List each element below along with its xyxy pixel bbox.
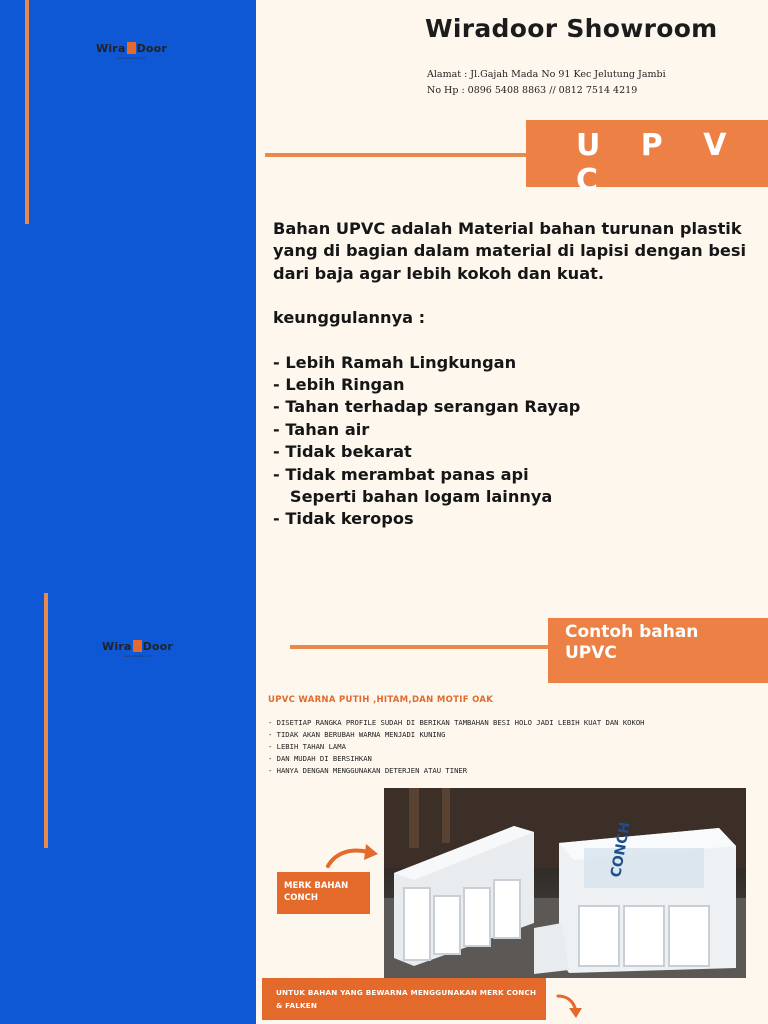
merk-label-box: MERK BAHAN CONCH <box>277 872 370 914</box>
list-item: - HANYA DENGAN MENGGUNAKAN DETERJEN ATAU TINER <box>268 766 468 775</box>
divider-line <box>290 645 548 649</box>
upvc-badge: U P V C <box>526 120 768 187</box>
contact-info <box>427 67 666 99</box>
bottom-note-box: UNTUK BAHAN YANG BEWARNA MENGGUNAKAN MERK CONCH & FALKEN <box>262 978 546 1020</box>
sidebar-panel <box>0 0 256 1024</box>
contoh-badge: Contoh bahan UPVC <box>548 618 768 683</box>
list-item: - TIDAK AKAN BERUBAH WARNA MENJADI KUNING <box>268 730 446 739</box>
feature-list <box>268 717 644 777</box>
advantage-item: - Tidak bekarat <box>273 442 412 462</box>
advantage-item: - Tidak keropos <box>273 509 414 529</box>
advantages-title: keunggulannya : <box>273 308 426 328</box>
color-subheading: UPVC WARNA PUTIH ,HITAM,DAN MOTIF OAK <box>268 695 494 705</box>
advantage-item: - Tahan air <box>273 419 370 439</box>
curved-arrow-icon <box>554 990 584 1020</box>
door-icon <box>127 42 136 54</box>
advantage-item: - Tidak merambat panas api <box>273 464 529 484</box>
conch-brand-mark: CONCH <box>608 820 634 879</box>
list-item: - DISETIAP RANGKA PROFILE SUDAH DI BERIKAN TAMBAHAN BESI HOLO JADI LEBIH KUAT DAN KOKOH <box>268 718 645 727</box>
divider-line <box>265 153 527 157</box>
advantage-item: - Tahan terhadap serangan Rayap <box>273 397 581 417</box>
upvc-profile-photo <box>384 788 746 978</box>
upvc-profile-illustration <box>384 788 746 978</box>
wiradoor-logo: Wira Door www.wiradoor.com <box>96 42 168 60</box>
door-icon <box>133 640 142 652</box>
decorative-vertical-bar <box>25 0 29 224</box>
page-title: Wiradoor Showroom <box>425 14 718 43</box>
wiradoor-logo: Wira Door www.wiradoor.com <box>102 640 174 658</box>
advantage-item: - Lebih Ringan <box>273 375 405 395</box>
advantage-item: Seperti bahan logam lainnya <box>273 487 553 507</box>
advantage-item: - Lebih Ramah Lingkungan <box>273 352 517 372</box>
curved-arrow-icon <box>324 840 380 870</box>
address-line: Alamat : Jl.Gajah Mada No 91 Kec Jelutung Jambi <box>427 69 666 80</box>
list-item: - DAN MUDAH DI BERSIHKAN <box>268 754 372 763</box>
list-item: - LEBIH TAHAN LAMA <box>268 742 346 751</box>
decorative-vertical-bar <box>44 593 48 848</box>
phone-line: No Hp : 0896 5408 8863 // 0812 7514 4219 <box>427 85 638 96</box>
intro-paragraph: Bahan UPVC adalah Material bahan turunan plastik yang di bagian dalam material di lapisi dengan besi dari baja agar lebih kokoh dan kuat. <box>273 219 747 283</box>
upvc-description <box>273 218 768 531</box>
